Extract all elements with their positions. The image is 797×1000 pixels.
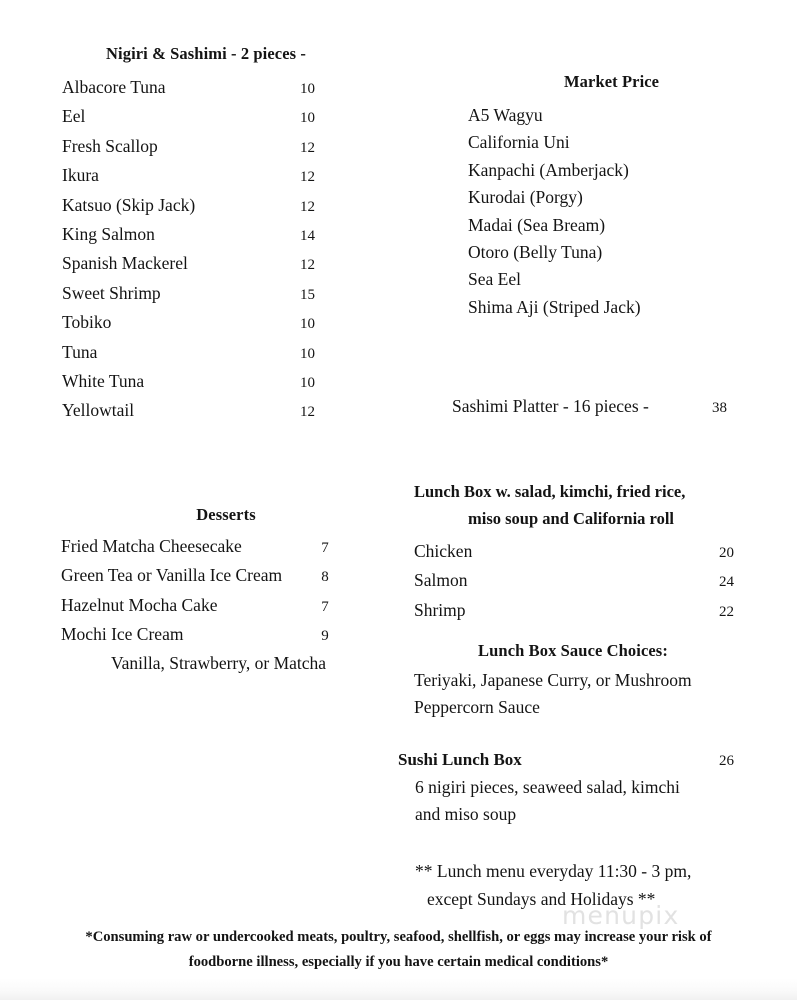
item-price: 10: [300, 345, 315, 362]
item-price: 10: [300, 316, 315, 333]
disclaimer-line1: *Consuming raw or undercooked meats, poultry, seafood, shellfish, or eggs may increase your risk of: [85, 929, 712, 945]
menu-item-row: [62, 397, 334, 426]
item-price: 9: [321, 627, 329, 644]
menu-item-row: [62, 74, 334, 103]
nigiri-item-list: [62, 74, 334, 427]
item-price: 12: [300, 257, 315, 274]
desserts-flavor-note: Vanilla, Strawberry, or Matcha: [110, 653, 327, 674]
lunch-box-item-list: [414, 538, 734, 626]
menu-item-row: [414, 597, 734, 626]
item-name: Spanish Mackerel: [62, 253, 188, 274]
market-price-heading: Market Price: [564, 72, 660, 91]
desserts-heading: Desserts: [196, 505, 256, 524]
nigiri-section-heading: Nigiri & Sashimi - 2 pieces -: [106, 44, 306, 63]
item-name: Hazelnut Mocha Cake: [61, 594, 218, 615]
item-price: 12: [300, 169, 315, 186]
sushi-lunch-box-desc-line2: and miso soup: [415, 804, 517, 825]
sauce-choices-line2: Peppercorn Sauce: [414, 697, 540, 717]
item-price: 12: [300, 139, 315, 156]
item-name: Mochi Ice Cream: [61, 623, 184, 644]
item-name: King Salmon: [62, 224, 155, 245]
lunch-hours-line2: except Sundays and Holidays **: [427, 889, 656, 909]
item-name: Shrimp: [414, 599, 466, 620]
item-name: Sashimi Platter - 16 pieces -: [452, 396, 649, 416]
menu-item-row: [62, 339, 334, 368]
menu-item-row: Shima Aji (Striped Jack): [468, 296, 641, 317]
sauce-choices-line1: Teriyaki, Japanese Curry, or Mushroom: [414, 670, 692, 690]
menu-item-row: [62, 280, 334, 309]
item-price: 10: [300, 375, 315, 392]
menupix-watermark: menupix: [562, 901, 680, 930]
sushi-lunch-box-section: [398, 750, 734, 829]
menu-item-row: [62, 162, 334, 191]
menu-item-row: [62, 221, 334, 250]
item-name: Salmon: [414, 570, 468, 591]
item-name: Tuna: [62, 341, 98, 362]
menu-item-row: Madai (Sea Bream): [468, 214, 606, 235]
item-price: 10: [300, 81, 315, 97]
allergen-disclaimer: [0, 925, 797, 975]
sashimi-platter-section: [452, 396, 752, 417]
menu-item-row: California Uni: [468, 132, 570, 153]
menu-item-row: Sea Eel: [468, 269, 521, 290]
item-name: Eel: [62, 106, 86, 127]
item-price: 38: [712, 400, 727, 416]
item-price: 12: [300, 404, 315, 421]
menu-item-row: Otoro (Belly Tuna): [468, 242, 603, 263]
menu-item-row: [61, 621, 336, 650]
sauce-choices-heading: Lunch Box Sauce Choices:: [478, 641, 668, 660]
item-price: 24: [719, 574, 734, 591]
market-price-item-list: [466, 102, 766, 321]
item-name: White Tuna: [62, 371, 145, 392]
market-price-section: [466, 72, 766, 321]
lunch-box-heading-line1: Lunch Box w. salad, kimchi, fried rice,: [414, 482, 686, 501]
item-price: 22: [719, 603, 734, 620]
lunch-box-section: [414, 479, 734, 626]
item-name: Sushi Lunch Box: [398, 750, 522, 769]
menu-item-row: [414, 567, 734, 596]
menu-item-row: [61, 533, 336, 562]
sushi-lunch-box-desc-line1: 6 nigiri pieces, seaweed salad, kimchi: [415, 777, 680, 797]
menu-item-row: [398, 750, 734, 770]
desserts-section: [61, 505, 336, 677]
item-name: Fried Matcha Cheesecake: [61, 536, 242, 556]
item-price: 10: [300, 110, 315, 127]
menu-item-row: [62, 309, 334, 338]
menu-item-row: [452, 396, 752, 417]
menu-item-row: [61, 562, 336, 591]
item-name: Katsuo (Skip Jack): [62, 194, 196, 215]
menu-item-row: [61, 592, 336, 621]
menu-item-row: [62, 250, 334, 279]
item-name: Albacore Tuna: [62, 77, 166, 97]
lunch-box-heading-line2: miso soup and California roll: [468, 508, 674, 528]
item-name: Fresh Scallop: [62, 135, 158, 156]
menu-item-row: Kurodai (Porgy): [468, 187, 583, 208]
item-price: 20: [719, 545, 734, 561]
desserts-item-list: [61, 533, 336, 677]
item-price: 26: [719, 753, 734, 769]
item-price: 14: [300, 228, 315, 245]
menu-item-row: [62, 103, 334, 132]
menu-item-row: [414, 538, 734, 567]
item-price: 15: [300, 286, 315, 303]
menu-item-row: Kanpachi (Amberjack): [468, 159, 629, 180]
menu-item-row: [62, 368, 334, 397]
menu-item-row: A5 Wagyu: [468, 105, 543, 125]
item-name: Chicken: [414, 541, 473, 561]
item-name: Green Tea or Vanilla Ice Cream: [61, 565, 283, 586]
lunch-hours-line1: ** Lunch menu everyday 11:30 - 3 pm,: [415, 861, 692, 881]
menu-item-row: [62, 133, 334, 162]
page-bottom-edge: [0, 978, 797, 1000]
item-price: 8: [321, 569, 329, 586]
menu-item-row: [62, 192, 334, 221]
item-price: 12: [300, 198, 315, 215]
item-name: Ikura: [62, 165, 99, 186]
item-price: 7: [321, 598, 329, 615]
nigiri-sashimi-section: [62, 44, 334, 427]
disclaimer-line2: foodborne illness, especially if you have certain medical conditions*: [188, 954, 609, 970]
item-name: Yellowtail: [62, 400, 135, 421]
item-price: 7: [321, 540, 329, 556]
item-name: Sweet Shrimp: [62, 282, 161, 303]
sauce-choices-section: [414, 641, 734, 721]
item-name: Tobiko: [62, 312, 112, 333]
